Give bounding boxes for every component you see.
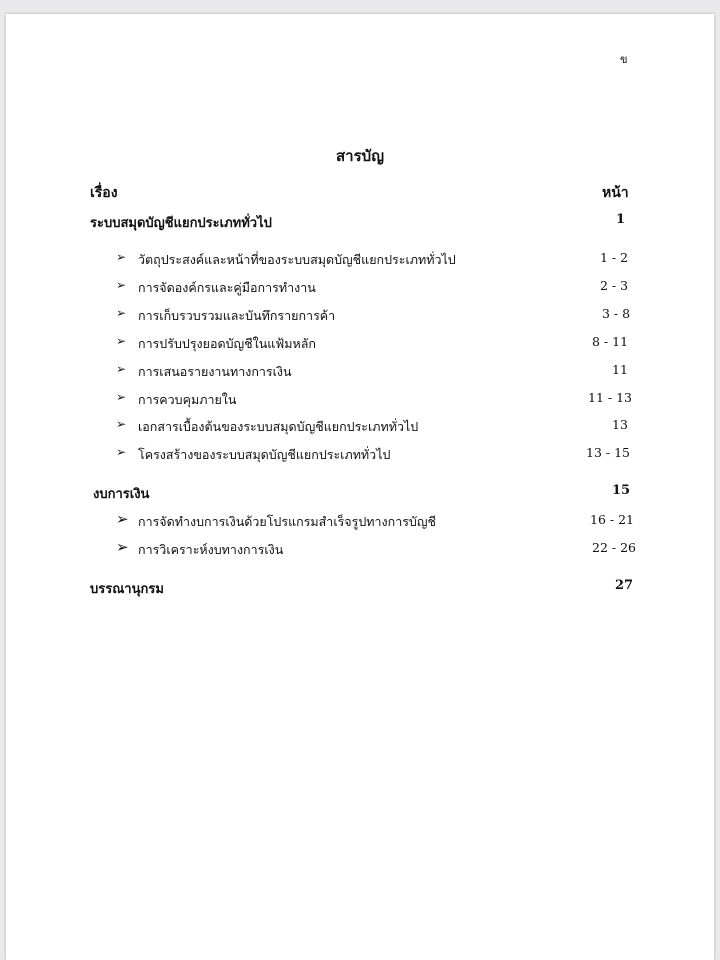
toc-section xyxy=(90,578,634,598)
toc-item-page: 13 xyxy=(612,417,628,432)
toc-item-text: โครงสร้างของระบบสมุดบัญชีแยกประเภททั่วไป xyxy=(138,447,391,462)
toc-section-page: 27 xyxy=(615,578,634,593)
toc-item xyxy=(116,306,636,324)
arrow-bullet-icon: ➢ xyxy=(116,334,127,348)
toc-item-page: 8 - 11 xyxy=(592,334,629,349)
toc-item xyxy=(116,278,636,296)
toc-item xyxy=(116,417,636,435)
toc-item-text: การวิเคราะห์งบทางการเงิน xyxy=(138,542,284,557)
arrow-bullet-icon: ➢ xyxy=(116,445,127,459)
arrow-bullet-icon: ➢ xyxy=(116,278,127,292)
toc-item-text: การปรับปรุงยอดบัญชีในแฟ้มหลัก xyxy=(138,336,316,351)
toc-section-title: งบการเงิน xyxy=(93,487,150,502)
toc-item xyxy=(116,512,636,530)
toc-item-text: การจัดทำงบการเงินด้วยโปรแกรมสำเร็จรูปทางการบัญชี xyxy=(138,514,437,529)
toc-item-page: 2 - 3 xyxy=(600,278,629,293)
toc-section-title: ระบบสมุดบัญชีแยกประเภททั่วไป xyxy=(90,216,272,231)
toc-section-title: บรรณานุกรม xyxy=(90,582,164,597)
toc-item-text: การควบคุมภายใน xyxy=(138,392,237,407)
toc-item xyxy=(116,540,636,558)
arrow-bullet-icon: ➢ xyxy=(116,250,127,264)
toc-item-text: เอกสารเบื้องต้นของระบบสมุดบัญชีแยกประเภททั่วไป xyxy=(138,419,419,434)
toc-item-page: 13 - 15 xyxy=(586,445,630,460)
arrow-bullet-icon: ➢ xyxy=(116,510,129,528)
toc-item xyxy=(116,362,636,380)
toc-item xyxy=(116,250,636,268)
toc-item-page: 1 - 2 xyxy=(600,250,629,265)
toc-section-page: 1 xyxy=(616,212,626,227)
toc-item-page: 3 - 8 xyxy=(602,306,631,321)
toc-section xyxy=(93,483,633,503)
toc-item xyxy=(116,334,636,352)
page-title: สารบัญ xyxy=(336,147,384,165)
toc-item-text: การเก็บรวบรวมและบันทึกรายการค้า xyxy=(138,308,336,323)
toc-section xyxy=(90,212,630,232)
arrow-bullet-icon: ➢ xyxy=(116,538,129,556)
toc-item-text: การเสนอรายงานทางการเงิน xyxy=(138,364,292,379)
arrow-bullet-icon: ➢ xyxy=(116,306,127,320)
toc-section-page: 15 xyxy=(612,483,631,498)
toc-item-page: 11 xyxy=(612,362,628,377)
column-header-topic: เรื่อง xyxy=(90,185,118,201)
toc-item-page: 11 - 13 xyxy=(588,390,632,405)
arrow-bullet-icon: ➢ xyxy=(116,362,127,376)
page-number: ข xyxy=(620,53,628,66)
arrow-bullet-icon: ➢ xyxy=(116,390,127,404)
arrow-bullet-icon: ➢ xyxy=(116,417,127,431)
toc-item-page: 22 - 26 xyxy=(592,540,636,555)
toc-item-text: การจัดองค์กรและคู่มือการทำงาน xyxy=(138,280,316,295)
toc-item xyxy=(116,445,636,463)
toc-item xyxy=(116,390,636,408)
toc-item-text: วัตถุประสงค์และหน้าที่ของระบบสมุดบัญชีแยกประเภททั่วไป xyxy=(138,252,456,267)
toc-item-page: 16 - 21 xyxy=(590,512,634,527)
column-header-page: หน้า xyxy=(602,185,629,201)
